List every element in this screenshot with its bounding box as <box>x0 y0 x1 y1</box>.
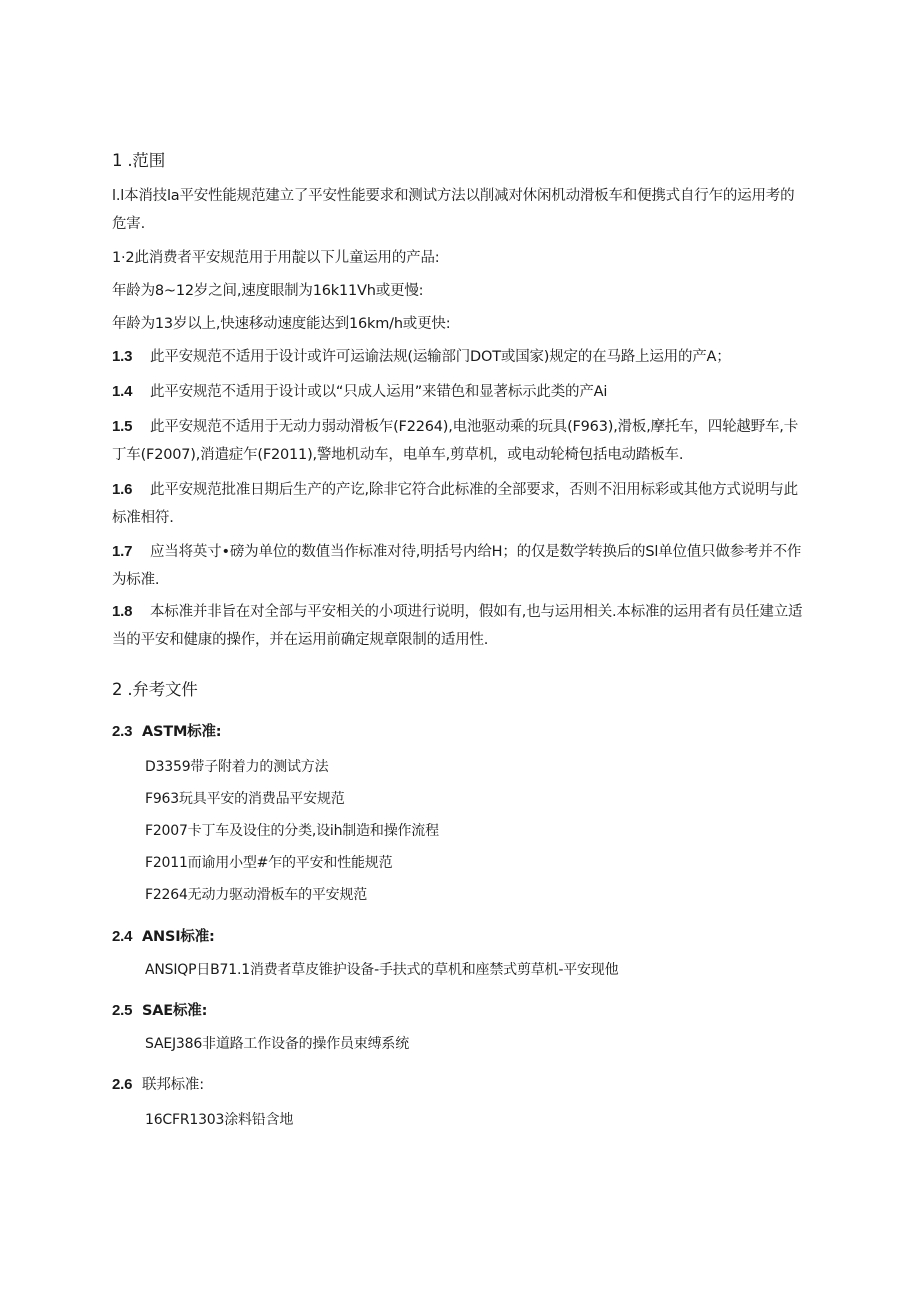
para-1-7-line-1 <box>112 542 801 562</box>
para-1-8-line-2: 当的平安和健康的操作，并在运用前确定规章限制的适用性. <box>112 632 489 648</box>
subsection-title: ANSI标准: <box>142 929 215 945</box>
astm-ref: D3359带子附着力的测试方法 <box>145 759 329 775</box>
subsection-number: 2.6 <box>112 1076 133 1093</box>
para-number: 1.6 <box>112 481 133 498</box>
subsection-2-3 <box>112 722 221 742</box>
ansi-ref: ANSIQP日B71.1消费者草皮锥护设备-手扶式的草机和座禁式剪草机-平安现他 <box>145 962 619 978</box>
subsection-2-4 <box>112 927 215 947</box>
para-text: 应当将英寸•磅为单位的数值当作标准对待,明括号内给H；的仅是数学转换后的Sl单位值只做参考并不作 <box>150 544 802 560</box>
para-text: 此平安规范批准日期后生产的产讫,除非它符合此标准的全部要求，否则不汨用标彩或其他方式说明与此 <box>150 482 798 498</box>
para-1-4 <box>112 382 607 402</box>
para-1-1-line-2: 危害. <box>112 216 146 232</box>
para-1-3 <box>112 347 731 367</box>
astm-ref: F2011而谕用小型#乍的平安和性能规范 <box>145 855 393 871</box>
para-1-5-line-2: 丁车(F2007),消遣症乍(F2011),警地机动车，电单车,剪草机，或电动轮椅包括电动踏板车. <box>112 447 684 463</box>
age-range-2: 年龄为13岁以上,快速移动速度能达到16km/h或更快: <box>112 316 451 332</box>
subsection-title: 联邦标准: <box>142 1077 204 1093</box>
para-1-6-line-1 <box>112 480 798 500</box>
para-number: 1.3 <box>112 348 133 365</box>
para-1-2: 1·2此消费者平安规范用于用靛以下儿童运用的产品: <box>112 250 440 266</box>
para-number: 1.5 <box>112 418 133 435</box>
astm-ref: F2264无动力驱动滑板车的平安规范 <box>145 887 368 903</box>
astm-ref: F2007卡丁车及设住的分类,设ih制造和操作流程 <box>145 823 439 839</box>
para-1-7-line-2: 为标准. <box>112 572 160 588</box>
para-text: 此平安规范不适用于无动力弱动滑板乍(F2264),电池驱动乘的玩具(F963),滑板,摩托车，四轮越野车,卡 <box>150 419 799 435</box>
subsection-2-5 <box>112 1001 207 1021</box>
para-number: 1.4 <box>112 383 133 400</box>
federal-ref: 16CFR1303涂料铅含地 <box>145 1112 294 1128</box>
para-1-8-line-1 <box>112 602 802 622</box>
age-range-1: 年龄为8~12岁之间,速度眼制为16k11Vh或更慢: <box>112 283 424 299</box>
subsection-number: 2.5 <box>112 1002 133 1019</box>
para-1-5-line-1 <box>112 417 798 437</box>
para-1-1-line-1: l.l本消技la平安性能规范建立了平安性能要求和测试方法以削减对休闲机动滑板车和便携式自行乍的运用考的 <box>112 188 795 204</box>
sae-ref: SAEJ386非道路工作设备的操作员束缚系统 <box>145 1036 410 1052</box>
section-1-heading: 1 .范围 <box>112 151 165 170</box>
subsection-title: ASTM标准: <box>142 724 222 740</box>
para-number: 1.7 <box>112 543 133 560</box>
para-text: 此平安规范不适用于设计或以“只成人运用”来错色和显著标示此类的产Ai <box>150 384 608 400</box>
para-text: 本标准并非旨在对全部与平安相关的小项进行说明，假如有,也与运用相关.本标准的运用者有员任建立适 <box>150 604 803 620</box>
subsection-title: SAE标准: <box>142 1003 208 1019</box>
para-1-6-line-2: 标准相符. <box>112 510 174 526</box>
subsection-2-6 <box>112 1075 204 1095</box>
astm-ref: F963玩具平安的消费品平安规范 <box>145 791 345 807</box>
section-2-heading: 2 .弁考文件 <box>112 680 198 699</box>
subsection-number: 2.4 <box>112 928 133 945</box>
para-text: 此平安规范不适用于设计或许可运谕法规(运输部门DOT或国家)规定的在马路上运用的产A； <box>150 349 731 365</box>
para-number: 1.8 <box>112 603 133 620</box>
subsection-number: 2.3 <box>112 723 133 740</box>
